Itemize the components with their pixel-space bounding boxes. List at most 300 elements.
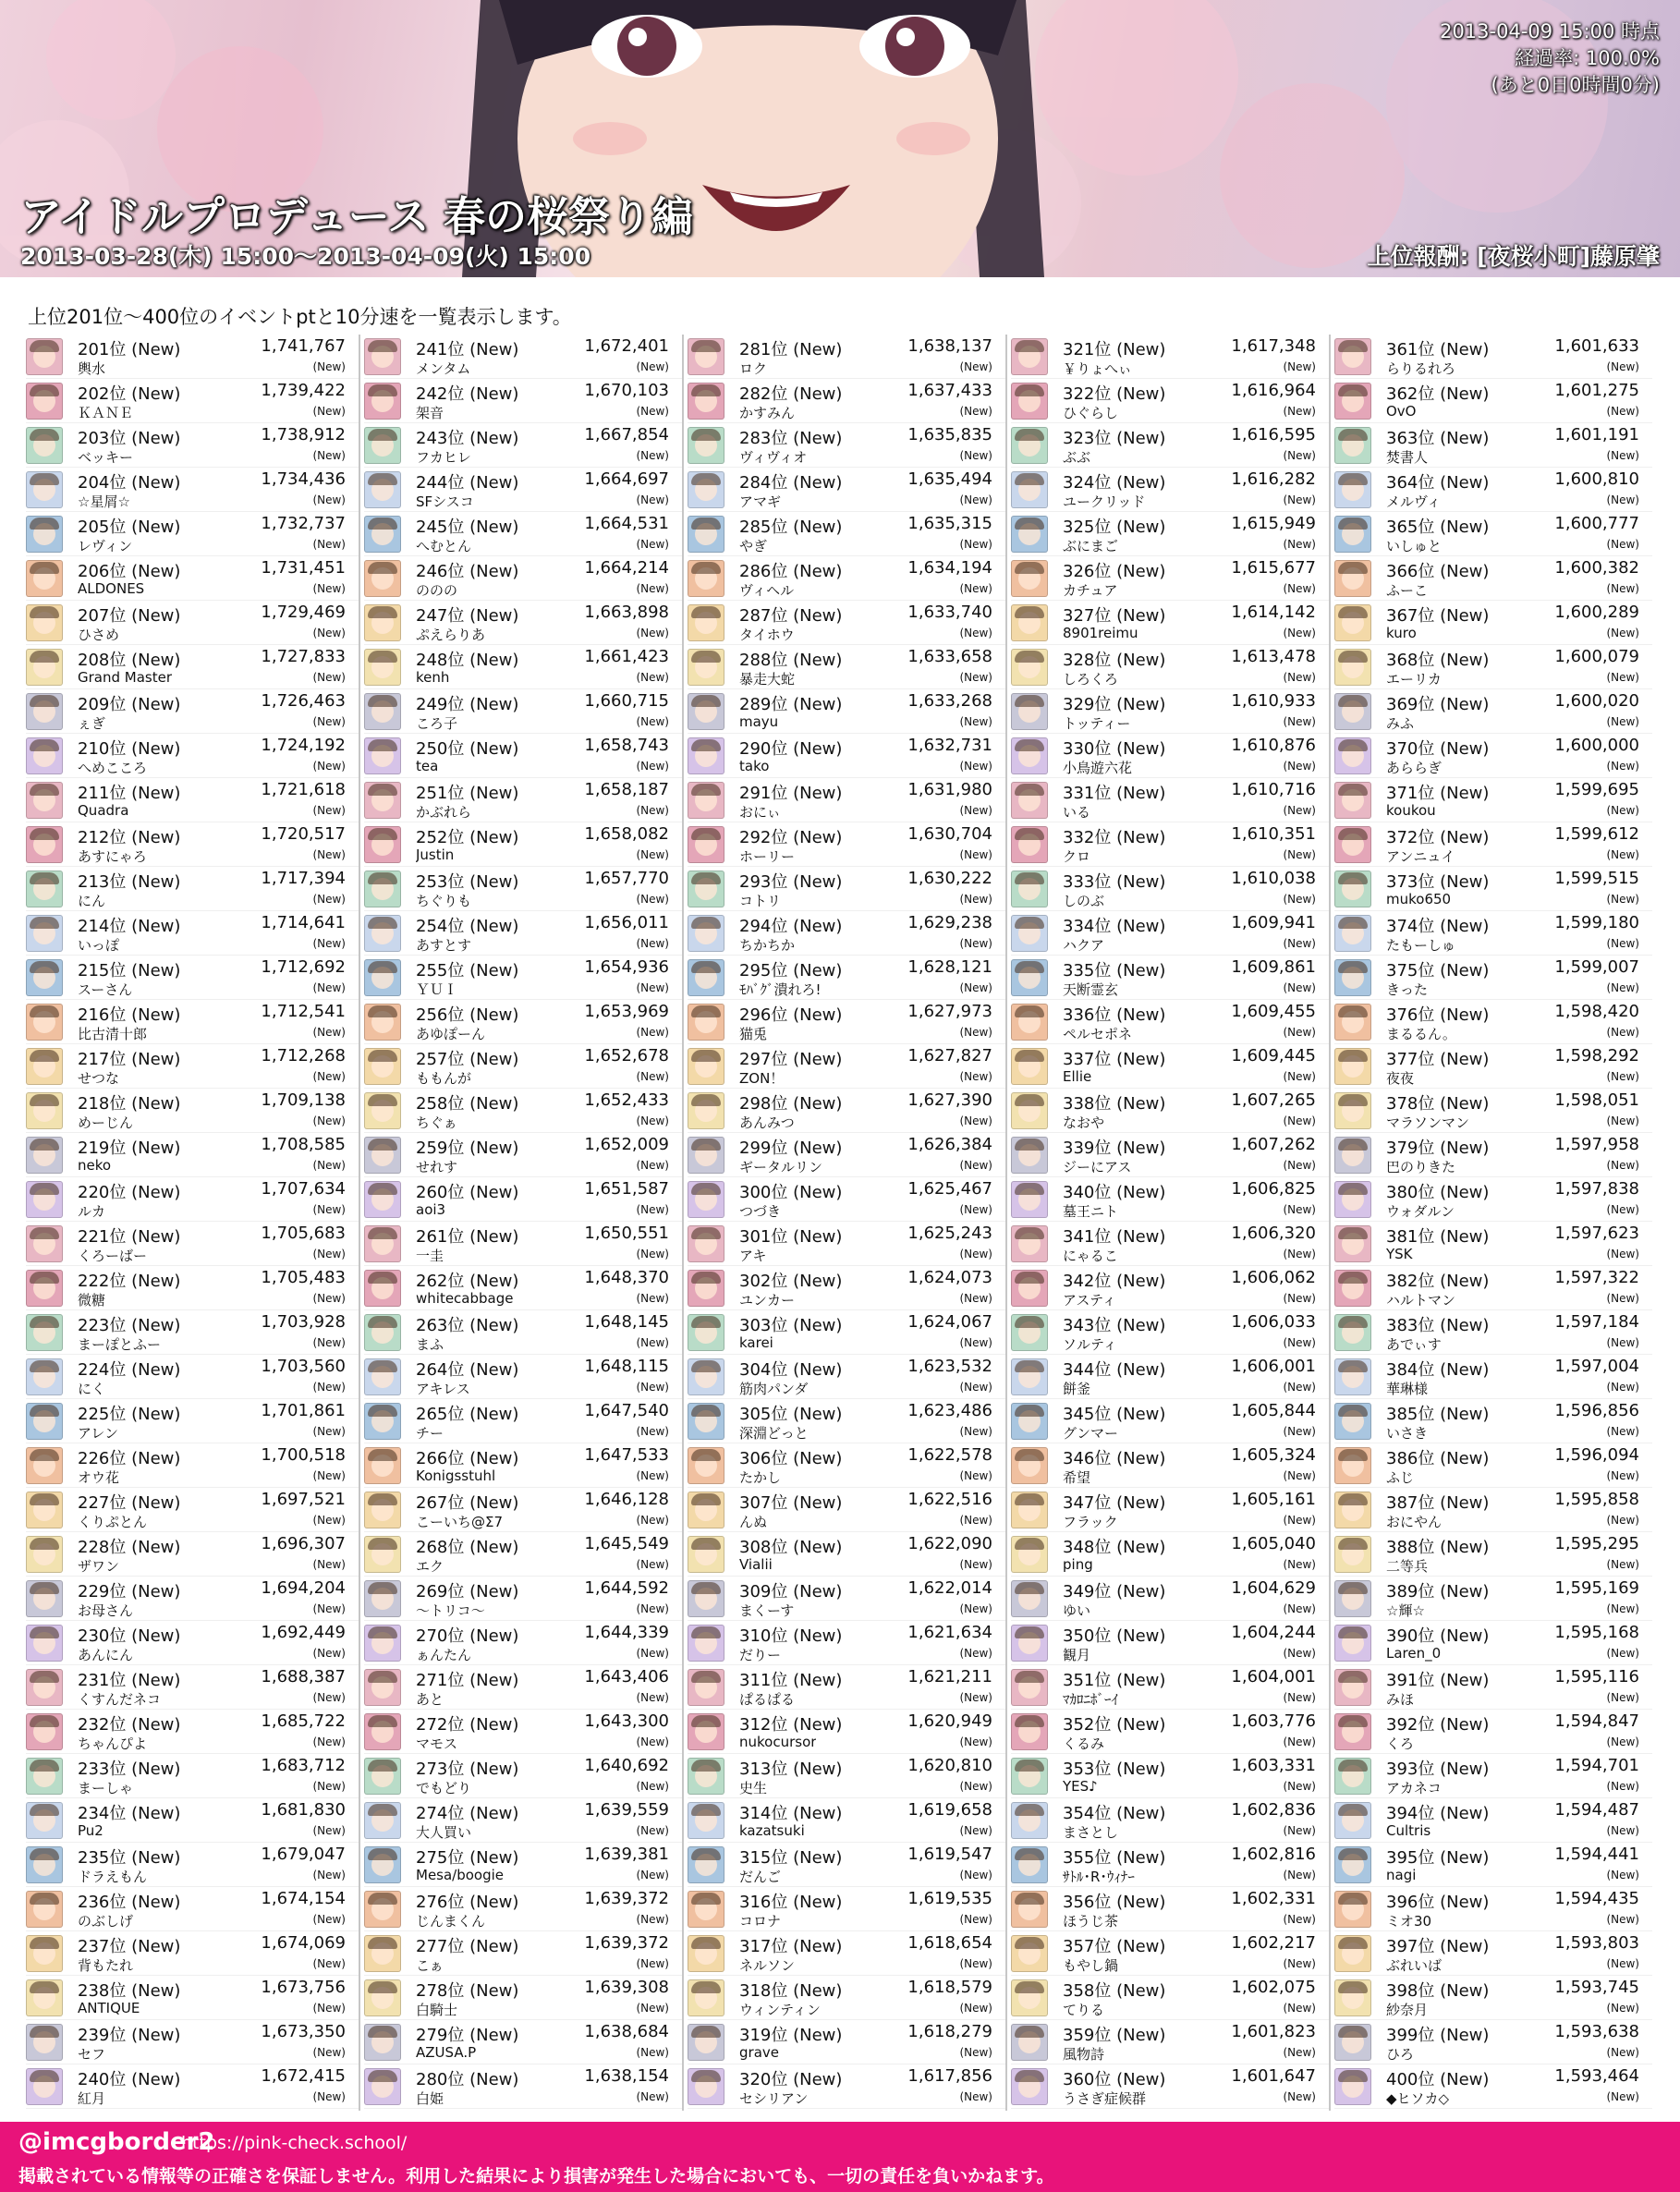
producer-name: あすとす — [416, 937, 472, 954]
producer-name: ハクア — [1063, 937, 1105, 954]
rank-change: (New) — [1606, 582, 1639, 595]
rank-change: (New) — [1606, 1647, 1639, 1660]
ranking-entry — [364, 1931, 682, 1976]
producer-name: 暴走大蛇 — [739, 671, 796, 688]
avatar-icon — [364, 1270, 401, 1307]
rank-label: 325位 (New) — [1063, 518, 1166, 537]
rank-label: 380位 (New) — [1386, 1183, 1490, 1202]
producer-name: しのぶ — [1063, 893, 1105, 909]
producer-name: おにやん — [1386, 1514, 1443, 1530]
avatar-icon — [1334, 1403, 1371, 1440]
event-points: 1,610,351 — [1231, 824, 1316, 844]
rank-label: 294位 (New) — [739, 917, 843, 936]
rank-change: (New) — [636, 1336, 669, 1349]
event-points: 1,605,324 — [1231, 1445, 1316, 1465]
producer-name: ももんが — [416, 1070, 472, 1087]
ranking-entry — [1011, 1621, 1329, 1665]
avatar-icon — [688, 1181, 724, 1218]
ranking-entry — [1011, 1798, 1329, 1843]
ranking-entry — [364, 1710, 682, 1754]
rank-label: 201位 (New) — [78, 340, 181, 359]
ranking-entry — [26, 1222, 359, 1266]
rank-change: (New) — [1283, 1336, 1316, 1349]
avatar-icon — [1011, 1625, 1048, 1662]
ranking-entry — [688, 1577, 1005, 1621]
event-points: 1,606,825 — [1231, 1179, 1316, 1199]
rank-change: (New) — [1606, 2090, 1639, 2103]
producer-name: koukou — [1386, 802, 1436, 819]
ranking-entry — [364, 1000, 682, 1044]
rank-label: 332位 (New) — [1063, 828, 1166, 847]
avatar-icon — [1011, 1358, 1048, 1395]
producer-name: ☆星屑☆ — [78, 493, 130, 510]
producer-name: いしゅと — [1386, 538, 1443, 554]
avatar-icon — [26, 560, 63, 597]
rank-label: 210位 (New) — [78, 739, 181, 759]
ranking-entry — [26, 911, 359, 956]
avatar-icon — [1334, 649, 1371, 686]
event-points: 1,604,001 — [1231, 1667, 1316, 1687]
ranking-entry — [688, 1044, 1005, 1089]
ranking-entry — [364, 911, 682, 956]
avatar-icon — [1334, 1092, 1371, 1129]
event-points: 1,600,289 — [1554, 603, 1639, 622]
producer-name: ロク — [739, 360, 768, 377]
ranking-entry — [26, 468, 359, 512]
rank-change: (New) — [636, 360, 669, 373]
avatar-icon — [688, 693, 724, 730]
event-points: 1,601,823 — [1231, 2022, 1316, 2041]
avatar-icon — [1334, 1447, 1371, 1484]
rank-change: (New) — [312, 627, 346, 639]
producer-name: だりー — [739, 1647, 782, 1663]
event-points: 1,600,777 — [1554, 514, 1639, 533]
rank-change: (New) — [1606, 405, 1639, 418]
rank-change: (New) — [312, 1336, 346, 1349]
rank-label: 348位 (New) — [1063, 1538, 1166, 1557]
ranking-entry — [26, 734, 359, 778]
event-points: 1,609,455 — [1231, 1002, 1316, 1021]
avatar-icon — [688, 1625, 724, 1662]
ranking-entry — [1011, 645, 1329, 689]
ranking-entry — [1011, 1976, 1329, 2020]
event-points: 1,672,415 — [261, 2066, 346, 2086]
producer-name: コロナ — [739, 1913, 782, 1930]
event-points: 1,625,243 — [907, 1224, 992, 1243]
avatar-icon — [1011, 915, 1048, 952]
rank-label: 275位 (New) — [416, 1848, 519, 1868]
ranking-entry — [26, 1089, 359, 1133]
avatar-icon — [364, 427, 401, 464]
avatar-icon — [1011, 1048, 1048, 1085]
event-points: 1,696,307 — [261, 1534, 346, 1553]
avatar-icon — [1334, 737, 1371, 774]
avatar-icon — [688, 1048, 724, 1085]
rank-label: 260位 (New) — [416, 1183, 519, 1202]
event-points: 1,596,856 — [1554, 1401, 1639, 1420]
rank-change: (New) — [1606, 1248, 1639, 1260]
twitter-handle[interactable]: @imcgborder2 — [18, 2128, 215, 2156]
avatar-icon — [1334, 915, 1371, 952]
event-points: 1,595,858 — [1554, 1490, 1639, 1509]
producer-name: ANTIQUE — [78, 2000, 140, 2016]
rank-label: 213位 (New) — [78, 872, 181, 892]
event-points: 1,712,268 — [261, 1046, 346, 1066]
ranking-entry — [26, 512, 359, 556]
ranking-entry — [688, 2020, 1005, 2064]
rank-change: (New) — [636, 1869, 669, 1881]
producer-name: ぶぶ — [1063, 449, 1091, 466]
ranking-entry — [26, 1710, 359, 1754]
rank-change: (New) — [959, 1514, 992, 1527]
rank-change: (New) — [959, 627, 992, 639]
event-points: 1,673,350 — [261, 2022, 346, 2041]
event-points: 1,599,007 — [1554, 957, 1639, 977]
rank-change: (New) — [312, 804, 346, 817]
avatar-icon — [1334, 1225, 1371, 1262]
producer-name: ネルソン — [739, 1957, 796, 1974]
avatar-icon — [26, 1048, 63, 1085]
rank-label: 255位 (New) — [416, 961, 519, 980]
producer-name: Quadra — [78, 802, 129, 819]
rank-label: 223位 (New) — [78, 1316, 181, 1335]
avatar-icon — [364, 1580, 401, 1617]
footer — [0, 2122, 1680, 2192]
producer-name: ふじ — [1386, 1469, 1415, 1486]
rank-change: (New) — [636, 937, 669, 950]
producer-name: ホーリー — [739, 848, 796, 865]
ranking-entry — [26, 1532, 359, 1577]
event-points: 1,600,020 — [1554, 691, 1639, 711]
rank-change: (New) — [1606, 1159, 1639, 1172]
rank-change: (New) — [636, 493, 669, 506]
ranking-entry — [1334, 1399, 1652, 1443]
rank-label: 240位 (New) — [78, 2070, 181, 2089]
avatar-icon — [1334, 471, 1371, 508]
producer-name: ＫＡＮＥ — [78, 405, 134, 421]
rank-change: (New) — [312, 1913, 346, 1926]
event-points: 1,601,633 — [1554, 336, 1639, 356]
ranking-entry — [688, 1843, 1005, 1887]
ranking-entry — [1011, 1266, 1329, 1310]
rank-change: (New) — [1283, 671, 1316, 684]
rank-change: (New) — [959, 360, 992, 373]
producer-name: ヴィヘル — [739, 582, 795, 599]
event-points: 1,616,282 — [1231, 469, 1316, 489]
ranking-entry — [26, 1177, 359, 1222]
ranking-entry — [688, 1266, 1005, 1310]
event-points: 1,658,082 — [584, 824, 669, 844]
producer-name: ALDONES — [78, 580, 145, 597]
avatar-icon — [1011, 1536, 1048, 1573]
rank-change: (New) — [1283, 760, 1316, 773]
avatar-icon — [1334, 1580, 1371, 1617]
ranking-entry — [1334, 1488, 1652, 1532]
producer-name: ベッキー — [78, 449, 134, 466]
ranking-entry — [26, 1044, 359, 1089]
rank-label: 241位 (New) — [416, 340, 519, 359]
ranking-entry — [26, 1887, 359, 1931]
rank-label: 366位 (New) — [1386, 562, 1490, 581]
rank-label: 327位 (New) — [1063, 606, 1166, 626]
ranking-entry — [1334, 1621, 1652, 1665]
event-points: 1,621,211 — [907, 1667, 992, 1687]
rank-label: 373位 (New) — [1386, 872, 1490, 892]
avatar-icon — [1334, 1935, 1371, 1972]
event-points: 1,605,161 — [1231, 1490, 1316, 1509]
rank-label: 259位 (New) — [416, 1139, 519, 1158]
event-points: 1,638,137 — [907, 336, 992, 356]
avatar-icon — [1011, 338, 1048, 375]
rank-change: (New) — [959, 405, 992, 418]
event-points: 1,595,168 — [1554, 1623, 1639, 1642]
rank-change: (New) — [1283, 937, 1316, 950]
rank-change: (New) — [636, 1514, 669, 1527]
rank-change: (New) — [1283, 1913, 1316, 1926]
producer-name: めーじん — [78, 1114, 134, 1131]
producer-name: カチュア — [1063, 582, 1118, 599]
avatar-icon — [1334, 959, 1371, 996]
ranking-entry — [1011, 867, 1329, 911]
avatar-icon — [1334, 1846, 1371, 1883]
producer-name: んぬ — [739, 1514, 768, 1530]
event-points: 1,732,737 — [261, 514, 346, 533]
avatar-icon — [364, 1758, 401, 1795]
rank-change: (New) — [312, 937, 346, 950]
rank-label: 243位 (New) — [416, 429, 519, 448]
producer-name: でもどり — [416, 1780, 472, 1796]
ranking-entry — [1334, 423, 1652, 468]
ranking-entry — [1334, 1355, 1652, 1399]
event-points: 1,595,116 — [1554, 1667, 1639, 1687]
producer-name: ぶれいば — [1386, 1957, 1443, 1974]
rank-change: (New) — [1606, 760, 1639, 773]
avatar-icon — [364, 1048, 401, 1085]
rank-label: 257位 (New) — [416, 1050, 519, 1069]
rank-label: 282位 (New) — [739, 384, 843, 404]
rank-label: 320位 (New) — [739, 2070, 843, 2089]
rank-change: (New) — [636, 715, 669, 728]
avatar-icon — [1011, 693, 1048, 730]
ranking-entry — [1334, 2064, 1652, 2109]
avatar-icon — [26, 782, 63, 819]
avatar-icon — [1011, 871, 1048, 907]
event-points: 1,674,154 — [261, 1889, 346, 1908]
rank-label: 361位 (New) — [1386, 340, 1490, 359]
timestamp: 2013-04-09 15:00 時点 — [1440, 20, 1660, 43]
ranking-entry — [364, 1133, 682, 1177]
avatar-icon — [1334, 604, 1371, 641]
avatar-icon — [364, 649, 401, 686]
producer-name: 紗奈月 — [1386, 2002, 1429, 2018]
event-points: 1,603,331 — [1231, 1756, 1316, 1775]
producer-name: 一圭 — [416, 1248, 444, 1264]
rank-label: 229位 (New) — [78, 1582, 181, 1601]
rank-label: 399位 (New) — [1386, 2026, 1490, 2045]
event-points: 1,629,238 — [907, 913, 992, 932]
ranking-entry — [688, 645, 1005, 689]
producer-name: くりぷとん — [78, 1514, 148, 1530]
rank-change: (New) — [1283, 1381, 1316, 1394]
ranking-entry — [1334, 1532, 1652, 1577]
rank-label: 269位 (New) — [416, 1582, 519, 1601]
avatar-icon — [364, 1935, 401, 1972]
avatar-icon — [1011, 1314, 1048, 1351]
ranking-entry — [688, 556, 1005, 601]
ranking-entry — [364, 1843, 682, 1887]
avatar-icon — [1011, 471, 1048, 508]
avatar-icon — [1334, 1625, 1371, 1662]
rank-change: (New) — [312, 1514, 346, 1527]
avatar-icon — [364, 338, 401, 375]
producer-name: いる — [1063, 804, 1091, 821]
event-points: 1,741,767 — [261, 336, 346, 356]
producer-name: アマギ — [739, 493, 782, 510]
rank-label: 286位 (New) — [739, 562, 843, 581]
event-points: 1,626,384 — [907, 1135, 992, 1154]
rank-label: 338位 (New) — [1063, 1094, 1166, 1114]
rank-label: 372位 (New) — [1386, 828, 1490, 847]
rank-change: (New) — [1283, 1957, 1316, 1970]
rank-change: (New) — [312, 405, 346, 418]
ranking-entry — [1011, 1532, 1329, 1577]
producer-name: にゃるこ — [1063, 1248, 1118, 1264]
site-link[interactable]: https://pink-check.school/ — [181, 2133, 408, 2153]
avatar-icon — [26, 1802, 63, 1839]
event-points: 1,640,692 — [584, 1756, 669, 1775]
event-points: 1,664,531 — [584, 514, 669, 533]
rank-change: (New) — [1606, 937, 1639, 950]
producer-name: AZUSA.P — [416, 2044, 477, 2061]
producer-name: 輿水 — [78, 360, 106, 377]
avatar-icon — [26, 1225, 63, 1262]
avatar-icon — [1011, 1846, 1048, 1883]
rank-change: (New) — [1283, 1514, 1316, 1527]
producer-name: ヴィヴィオ — [739, 449, 808, 466]
rank-change: (New) — [636, 1425, 669, 1438]
producer-name: アキレス — [416, 1381, 470, 1397]
producer-name: クロ — [1063, 848, 1091, 865]
rank-label: 328位 (New) — [1063, 651, 1166, 670]
ranking-entry — [364, 778, 682, 822]
rank-label: 362位 (New) — [1386, 384, 1490, 404]
event-points: 1,595,295 — [1554, 1534, 1639, 1553]
event-points: 1,697,521 — [261, 1490, 346, 1509]
rank-label: 379位 (New) — [1386, 1139, 1490, 1158]
event-points: 1,617,348 — [1231, 336, 1316, 356]
rank-label: 389位 (New) — [1386, 1582, 1490, 1601]
rank-label: 222位 (New) — [78, 1272, 181, 1291]
ranking-entry — [688, 1177, 1005, 1222]
rank-change: (New) — [1606, 1425, 1639, 1438]
event-points: 1,679,047 — [261, 1845, 346, 1864]
event-points: 1,605,040 — [1231, 1534, 1316, 1553]
avatar-icon — [26, 1092, 63, 1129]
event-points: 1,606,033 — [1231, 1312, 1316, 1332]
rank-label: 266位 (New) — [416, 1449, 519, 1468]
ranking-entry — [1334, 1887, 1652, 1931]
update-status — [1440, 18, 1660, 99]
producer-name: くるみ — [1063, 1735, 1105, 1752]
event-points: 1,628,121 — [907, 957, 992, 977]
rank-change: (New) — [312, 1248, 346, 1260]
producer-name: ちぐぁ — [416, 1114, 457, 1131]
rank-label: 217位 (New) — [78, 1050, 181, 1069]
rank-change: (New) — [312, 848, 346, 861]
time-remaining: (あと0日0時間0分) — [1491, 74, 1660, 96]
rank-change: (New) — [959, 1691, 992, 1704]
producer-name: ぷえらりあ — [416, 627, 486, 643]
producer-name: ☆輝☆ — [1386, 1602, 1425, 1619]
avatar-icon — [688, 1935, 724, 1972]
event-points: 1,633,658 — [907, 647, 992, 666]
rank-label: 290位 (New) — [739, 739, 843, 759]
rank-change: (New) — [1283, 981, 1316, 994]
rank-label: 225位 (New) — [78, 1405, 181, 1424]
ranking-entry — [1334, 1133, 1652, 1177]
avatar-icon — [26, 1935, 63, 1972]
event-points: 1,657,770 — [584, 869, 669, 888]
producer-name: アスティ — [1063, 1292, 1116, 1309]
rank-change: (New) — [1606, 1691, 1639, 1704]
rank-label: 246位 (New) — [416, 562, 519, 581]
avatar-icon — [1011, 1669, 1048, 1706]
rank-label: 231位 (New) — [78, 1671, 181, 1690]
ranking-entry — [364, 601, 682, 645]
event-points: 1,644,592 — [584, 1578, 669, 1598]
rank-change: (New) — [959, 538, 992, 551]
avatar-icon — [1011, 1181, 1048, 1218]
rank-change: (New) — [1283, 627, 1316, 639]
ranking-entry — [688, 423, 1005, 468]
rank-label: 334位 (New) — [1063, 917, 1166, 936]
ranking-entry — [26, 1443, 359, 1488]
rank-label: 271位 (New) — [416, 1671, 519, 1690]
ranking-entry — [688, 379, 1005, 423]
rank-label: 292位 (New) — [739, 828, 843, 847]
avatar-icon — [26, 1846, 63, 1883]
ranking-entry — [1011, 1488, 1329, 1532]
event-points: 1,593,638 — [1554, 2022, 1639, 2041]
event-points: 1,688,387 — [261, 1667, 346, 1687]
rank-change: (New) — [1283, 405, 1316, 418]
ranking-entry — [1011, 1931, 1329, 1976]
producer-name: ぁんたん — [416, 1647, 472, 1663]
rank-change: (New) — [636, 1203, 669, 1216]
ranking-entry — [1011, 1443, 1329, 1488]
avatar-icon — [364, 1536, 401, 1573]
rank-change: (New) — [636, 760, 669, 773]
rank-label: 346位 (New) — [1063, 1449, 1166, 1468]
producer-name: かぶれら — [416, 804, 472, 821]
rank-label: 369位 (New) — [1386, 695, 1490, 714]
event-points: 1,700,518 — [261, 1445, 346, 1465]
rank-label: 370位 (New) — [1386, 739, 1490, 759]
rank-change: (New) — [636, 2046, 669, 2059]
rank-change: (New) — [1283, 2090, 1316, 2103]
producer-name: Vialii — [739, 1556, 773, 1573]
ranking-entry — [688, 1310, 1005, 1355]
avatar-icon — [364, 871, 401, 907]
rank-label: 291位 (New) — [739, 784, 843, 803]
rank-label: 342位 (New) — [1063, 1272, 1166, 1291]
avatar-icon — [688, 338, 724, 375]
producer-name: 天断霊玄 — [1063, 981, 1119, 998]
avatar-icon — [688, 1403, 724, 1440]
rank-label: 360位 (New) — [1063, 2070, 1166, 2089]
rank-label: 351位 (New) — [1063, 1671, 1166, 1690]
rank-change: (New) — [312, 1691, 346, 1704]
